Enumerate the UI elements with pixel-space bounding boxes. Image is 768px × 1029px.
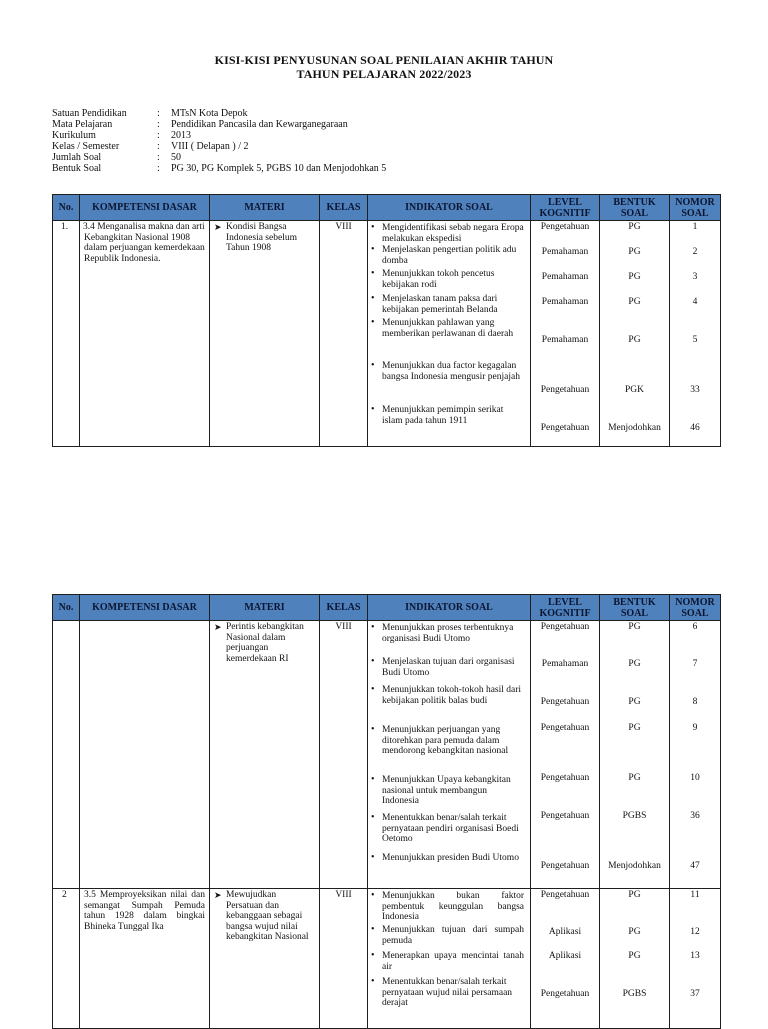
cell-nomor: [670, 221, 721, 447]
header-nomor-line2: SOAL: [681, 607, 709, 619]
header-level-line1: LEVEL: [548, 596, 582, 608]
bentuk-value: PG: [628, 890, 641, 900]
header-indikator: INDIKATOR SOAL: [368, 195, 531, 221]
bentuk-value: PG: [628, 927, 641, 937]
cell-indikator: [368, 221, 531, 447]
cell-no: [53, 889, 80, 1029]
level-value: Pengetahuan: [540, 811, 590, 821]
document-info: [52, 108, 386, 174]
cell-kd: [80, 621, 210, 889]
materi-item: ➤ Kondisi Bangsa Indonesia sebelum Tahun 1908: [214, 222, 313, 254]
header-nomor-line1: NOMOR: [675, 596, 715, 608]
bentuk-value: PG: [628, 297, 641, 307]
indikator-item: • Menunjukkan tokoh pencetus kebijakan rodi: [370, 269, 524, 290]
header-nomor-line2: SOAL: [681, 207, 709, 219]
cell-no: [53, 621, 80, 889]
kisi-table-2: [52, 594, 721, 1029]
bentuk-value: PG: [628, 335, 641, 345]
header-nomor: [670, 195, 721, 221]
cell-bentuk: [600, 221, 670, 447]
cell-level: [531, 621, 600, 889]
info-row: [52, 141, 386, 152]
cell-no: [53, 221, 80, 447]
header-bentuk-line1: BENTUK: [613, 196, 656, 208]
cell-indikator: [368, 621, 531, 889]
level-value: Pengetahuan: [540, 890, 590, 900]
level-value: Aplikasi: [548, 927, 582, 937]
cell-bentuk: [600, 621, 670, 889]
document-title-line2: TAHUN PELAJARAN 2022/2023: [296, 67, 472, 81]
table-row: [53, 621, 721, 889]
header-nomor-line1: NOMOR: [675, 196, 715, 208]
info-colon: :: [157, 119, 160, 130]
nomor-value: 4: [692, 297, 698, 307]
indikator-item: • Menerapkan upaya mencintai tanah air: [370, 951, 524, 972]
nomor-value: 8: [692, 697, 698, 707]
bentuk-value: PG: [628, 222, 641, 232]
row-no: 2: [62, 890, 67, 900]
bentuk-value: PG: [628, 723, 641, 733]
level-value: Pengetahuan: [540, 697, 590, 707]
indikator-item: • Menunjukkan proses terbentuknya organisasi Budi Utomo: [370, 623, 524, 644]
nomor-value: 9: [692, 723, 698, 733]
cell-level: [531, 221, 600, 447]
table-header-row: [53, 595, 721, 621]
kisi-table-1: [52, 194, 721, 447]
level-value: Pengetahuan: [540, 385, 590, 395]
bentuk-value: PG: [628, 697, 641, 707]
nomor-value: 46: [690, 423, 700, 433]
bentuk-value: PG: [628, 659, 641, 669]
indikator-item: • Menunjukkan tokoh-tokoh hasil dari kebijakan politik balas budi: [370, 685, 524, 706]
bentuk-value: PG: [628, 773, 641, 783]
info-label: Jumlah Soal: [52, 152, 102, 163]
header-level-line1: LEVEL: [548, 196, 582, 208]
info-value: Pendidikan Pancasila dan Kewarganegaraan: [171, 119, 348, 130]
bentuk-value: PG: [628, 622, 641, 632]
indikator-item: • Menentukkan benar/salah terkait pernyataan pendiri organisasi Boedi Oetomo: [370, 813, 524, 845]
nomor-value: 36: [690, 811, 700, 821]
header-level: [531, 195, 600, 221]
kelas-value: VIII: [335, 222, 352, 232]
table-header-row: [53, 195, 721, 221]
header-level-line2: KOGNITIF: [539, 207, 591, 219]
header-no: No.: [53, 595, 80, 621]
nomor-value: 13: [690, 951, 700, 961]
level-value: Pengetahuan: [540, 222, 590, 232]
indikator-item: • Menunjukkan tujuan dari sumpah pemuda: [370, 925, 524, 946]
info-label: Bentuk Soal: [52, 163, 102, 174]
header-indikator: INDIKATOR SOAL: [368, 595, 531, 621]
header-materi: MATERI: [210, 595, 320, 621]
level-value: Pengetahuan: [540, 622, 590, 632]
header-kelas: KELAS: [320, 195, 368, 221]
nomor-value: 12: [690, 927, 700, 937]
nomor-value: 6: [692, 622, 698, 632]
info-value: MTsN Kota Depok: [171, 108, 248, 119]
level-value: Pemahaman: [541, 659, 589, 669]
indikator-item: • Menunjukkan pahlawan yang memberikan perlawanan di daerah: [370, 318, 524, 339]
indikator-item: • Menjelaskan pengertian politik adu domba: [370, 245, 524, 266]
cell-kelas: [320, 221, 368, 447]
level-value: Pemahaman: [541, 335, 589, 345]
bentuk-value: PG: [628, 951, 641, 961]
indikator-item: • Menunjukkan presiden Budi Utomo: [370, 853, 524, 864]
cell-nomor: [670, 889, 721, 1029]
cell-indikator: [368, 889, 531, 1029]
level-value: Pengetahuan: [540, 989, 590, 999]
header-materi: MATERI: [210, 195, 320, 221]
materi-item: ➤ Perintis kebangkitan Nasional dalam perjuangan kemerdekaan RI: [214, 622, 313, 664]
info-row: [52, 130, 386, 141]
cell-kd: [80, 889, 210, 1029]
info-colon: :: [157, 152, 160, 163]
cell-level: [531, 889, 600, 1029]
nomor-value: 47: [690, 861, 700, 871]
info-value: PG 30, PG Komplek 5, PGBS 10 dan Menjodohkan 5: [171, 163, 387, 174]
indikator-item: • Menjelaskan tujuan dari organisasi Budi Utomo: [370, 657, 524, 678]
row-no: 1.: [61, 222, 69, 232]
nomor-value: 2: [692, 247, 698, 257]
info-label: Satuan Pendidikan: [52, 108, 127, 119]
nomor-value: 11: [690, 890, 700, 900]
nomor-value: 1: [692, 222, 698, 232]
indikator-item: • Menjelaskan tanam paksa dari kebijakan pemerintah Belanda: [370, 294, 524, 315]
bentuk-value: Menjodohkan: [608, 861, 661, 871]
kelas-value: VIII: [335, 622, 352, 632]
nomor-value: 3: [692, 272, 698, 282]
header-kd: KOMPETENSI DASAR: [80, 195, 210, 221]
kelas-value: VIII: [335, 890, 352, 900]
info-label: Kurikulum: [52, 130, 96, 141]
nomor-value: 5: [692, 335, 698, 345]
cell-materi: [210, 621, 320, 889]
info-value: 50: [171, 152, 181, 163]
indikator-item: • Menunjukkan Upaya kebangkitan nasional untuk membangun Indonesia: [370, 775, 524, 807]
info-colon: :: [157, 108, 160, 119]
cell-materi: [210, 221, 320, 447]
cell-kd: [80, 221, 210, 447]
level-value: Pengetahuan: [540, 723, 590, 733]
cell-kelas: [320, 889, 368, 1029]
cell-kelas: [320, 621, 368, 889]
level-value: Pemahaman: [541, 272, 589, 282]
bentuk-value: PG: [628, 272, 641, 282]
header-kd: KOMPETENSI DASAR: [80, 595, 210, 621]
header-bentuk-line2: SOAL: [620, 207, 649, 219]
indikator-item: • Menentukkan benar/salah terkait pernyataan wujud nilai persamaan derajat: [370, 977, 524, 1009]
indikator-item: • Menunjukkan perjuangan yang ditorehkan para pemuda dalam mendorong kebangkitan nasional: [370, 725, 524, 757]
level-value: Pengetahuan: [540, 861, 590, 871]
kompetensi-dasar: 3.5 Memproyeksikan nilai dan semangat Sumpah Pemuda tahun 1928 dalam bingkai Bhineka Tunggal Ika: [84, 890, 205, 932]
header-bentuk-line2: SOAL: [620, 607, 649, 619]
level-value: Pemahaman: [541, 247, 589, 257]
level-value: Pengetahuan: [540, 423, 590, 433]
kompetensi-dasar: 3.4 Menganalisa makna dan arti Kebangkitan Nasional 1908 dalam perjuangan kemerdekaan Republik Indonesia.: [83, 222, 205, 264]
header-bentuk-line1: BENTUK: [613, 596, 656, 608]
indikator-item: • Mengidentifikasi sebab negara Eropa melakukan ekspedisi: [370, 223, 524, 244]
info-row: [52, 108, 386, 119]
info-label: Mata Pelajaran: [52, 119, 113, 130]
materi-item: ➤ Mewujudkan Persatuan dan kebanggaan sebagai bangsa wujud nilai kebangkitan Nasional: [214, 890, 313, 943]
bentuk-value: PG: [628, 247, 641, 257]
header-kelas: KELAS: [320, 595, 368, 621]
cell-materi: [210, 889, 320, 1029]
cell-bentuk: [600, 889, 670, 1029]
bentuk-value: PGBS: [622, 811, 647, 821]
info-value: VIII ( Delapan ) / 2: [171, 141, 249, 152]
table-row: [53, 221, 721, 447]
info-row: [52, 163, 386, 174]
header-nomor: [670, 595, 721, 621]
nomor-value: 7: [692, 659, 698, 669]
level-value: Pengetahuan: [540, 773, 590, 783]
indikator-item: • Menunjukkan bukan faktor pembentuk keunggulan bangsa Indonesia: [370, 891, 524, 923]
document-title-line1: KISI-KISI PENYUSUNAN SOAL PENILAIAN AKHIR TAHUN: [214, 53, 554, 67]
nomor-value: 37: [690, 989, 700, 999]
info-colon: :: [157, 130, 160, 141]
header-bentuk: [600, 595, 670, 621]
nomor-value: 10: [690, 773, 700, 783]
info-value: 2013: [171, 130, 191, 141]
bentuk-value: Menjodohkan: [608, 423, 661, 433]
header-no: No.: [53, 195, 80, 221]
nomor-value: 33: [690, 385, 700, 395]
info-colon: :: [157, 163, 160, 174]
cell-nomor: [670, 621, 721, 889]
info-row: [52, 152, 386, 163]
info-label: Kelas / Semester: [52, 141, 120, 152]
level-value: Aplikasi: [548, 951, 582, 961]
info-colon: :: [157, 141, 160, 152]
indikator-item: • Menunjukkan pemimpin serikat islam pada tahun 1911: [370, 405, 524, 426]
indikator-item: • Menunjukkan dua factor kegagalan bangsa Indonesia mengusir penjajah: [370, 361, 524, 382]
info-row: [52, 119, 386, 130]
bentuk-value: PGBS: [622, 989, 647, 999]
bentuk-value: PGK: [624, 385, 644, 395]
header-bentuk: [600, 195, 670, 221]
header-level: [531, 595, 600, 621]
level-value: Pemahaman: [541, 297, 589, 307]
header-level-line2: KOGNITIF: [539, 607, 591, 619]
table-row: [53, 889, 721, 1029]
